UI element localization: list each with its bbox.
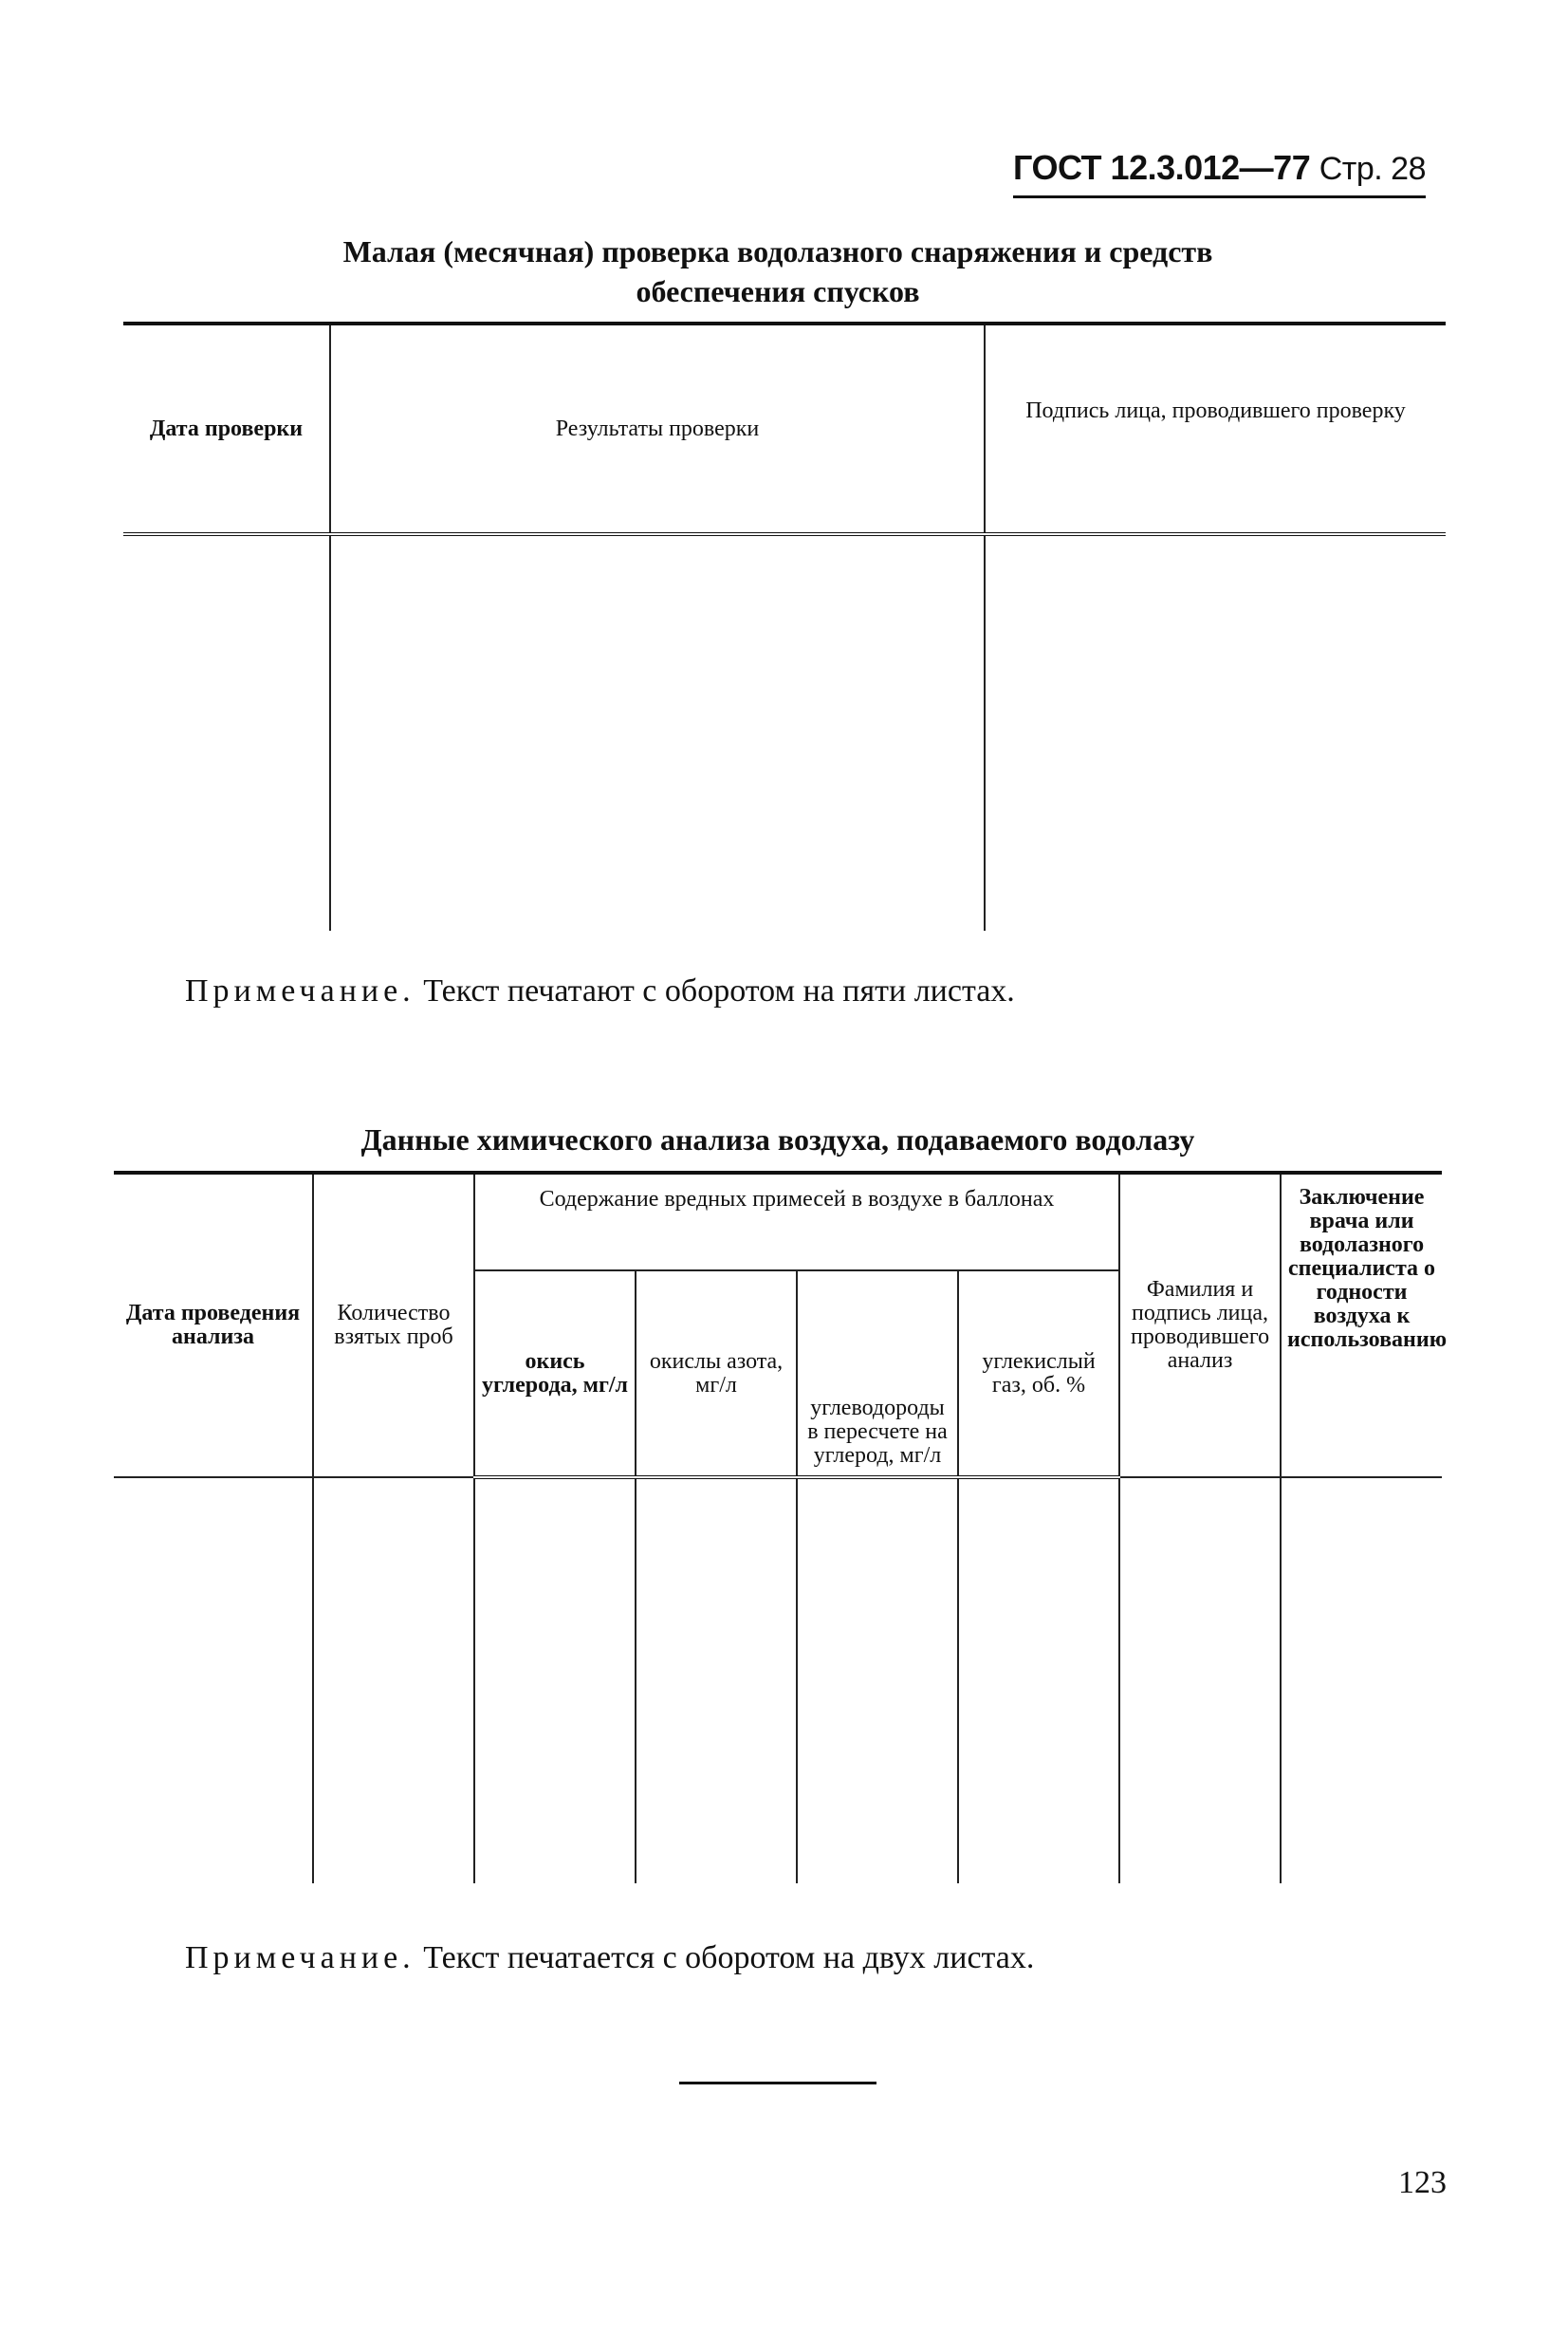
page-number: 123 [1398, 2165, 1447, 2200]
inspection-table [123, 322, 1446, 931]
table1-title-line2: обеспечения спусков [636, 274, 920, 308]
note-label: Примечание. [185, 973, 415, 1009]
col-hydrocarbons: углеводороды в пересчете на углерод, мг/л [797, 1270, 958, 1477]
col-analysis-date: Дата проведения анализа [114, 1173, 313, 1477]
page-header [1013, 148, 1426, 198]
table1-title-line1: Малая (месячная) проверка водолазного снаряжения и средств [342, 234, 1213, 269]
table2-note [185, 1940, 1034, 1976]
note-text: Текст печатается с оборотом на двух листах. [423, 1940, 1035, 1975]
standard-number: ГОСТ 12.3.012—77 [1013, 148, 1311, 187]
col-inspection-date: Дата проверки [123, 324, 330, 534]
col-nitrogen-oxides: окислы азота, мг/л [636, 1270, 797, 1477]
col-analyst: Фамилия и подпись лица, проводившего анализ [1119, 1173, 1281, 1477]
table2-title: Данные химического анализа воздуха, подаваемого водолазу [360, 1122, 1195, 1157]
note-text: Текст печатают с оборотом на пяти листах. [423, 973, 1015, 1009]
table1-title [114, 231, 1442, 311]
col-group-impurities: Содержание вредных примесей в воздухе в баллонах [474, 1173, 1119, 1270]
col-sample-count: Количество взятых проб [313, 1173, 474, 1477]
air-analysis-table [114, 1171, 1448, 1883]
col-inspector-signature: Подпись лица, проводившего проверку [985, 324, 1446, 534]
table1-note [185, 973, 1015, 1009]
col-carbon-dioxide: углекислый газ, об. % [958, 1270, 1119, 1477]
col-inspection-results: Результаты проверки [330, 324, 985, 534]
col-carbon-monoxide: окись углерода, мг/л [474, 1270, 636, 1477]
separator-line [679, 2082, 876, 2084]
table2-empty-row [114, 1477, 1442, 1883]
page-label: Стр. 28 [1319, 151, 1426, 187]
table1-empty-row [123, 534, 1446, 931]
note-label: Примечание. [185, 1940, 415, 1975]
col-conclusion: Заключение врача или водолазного специалиста о годности воздуха к использованию [1281, 1173, 1442, 1477]
